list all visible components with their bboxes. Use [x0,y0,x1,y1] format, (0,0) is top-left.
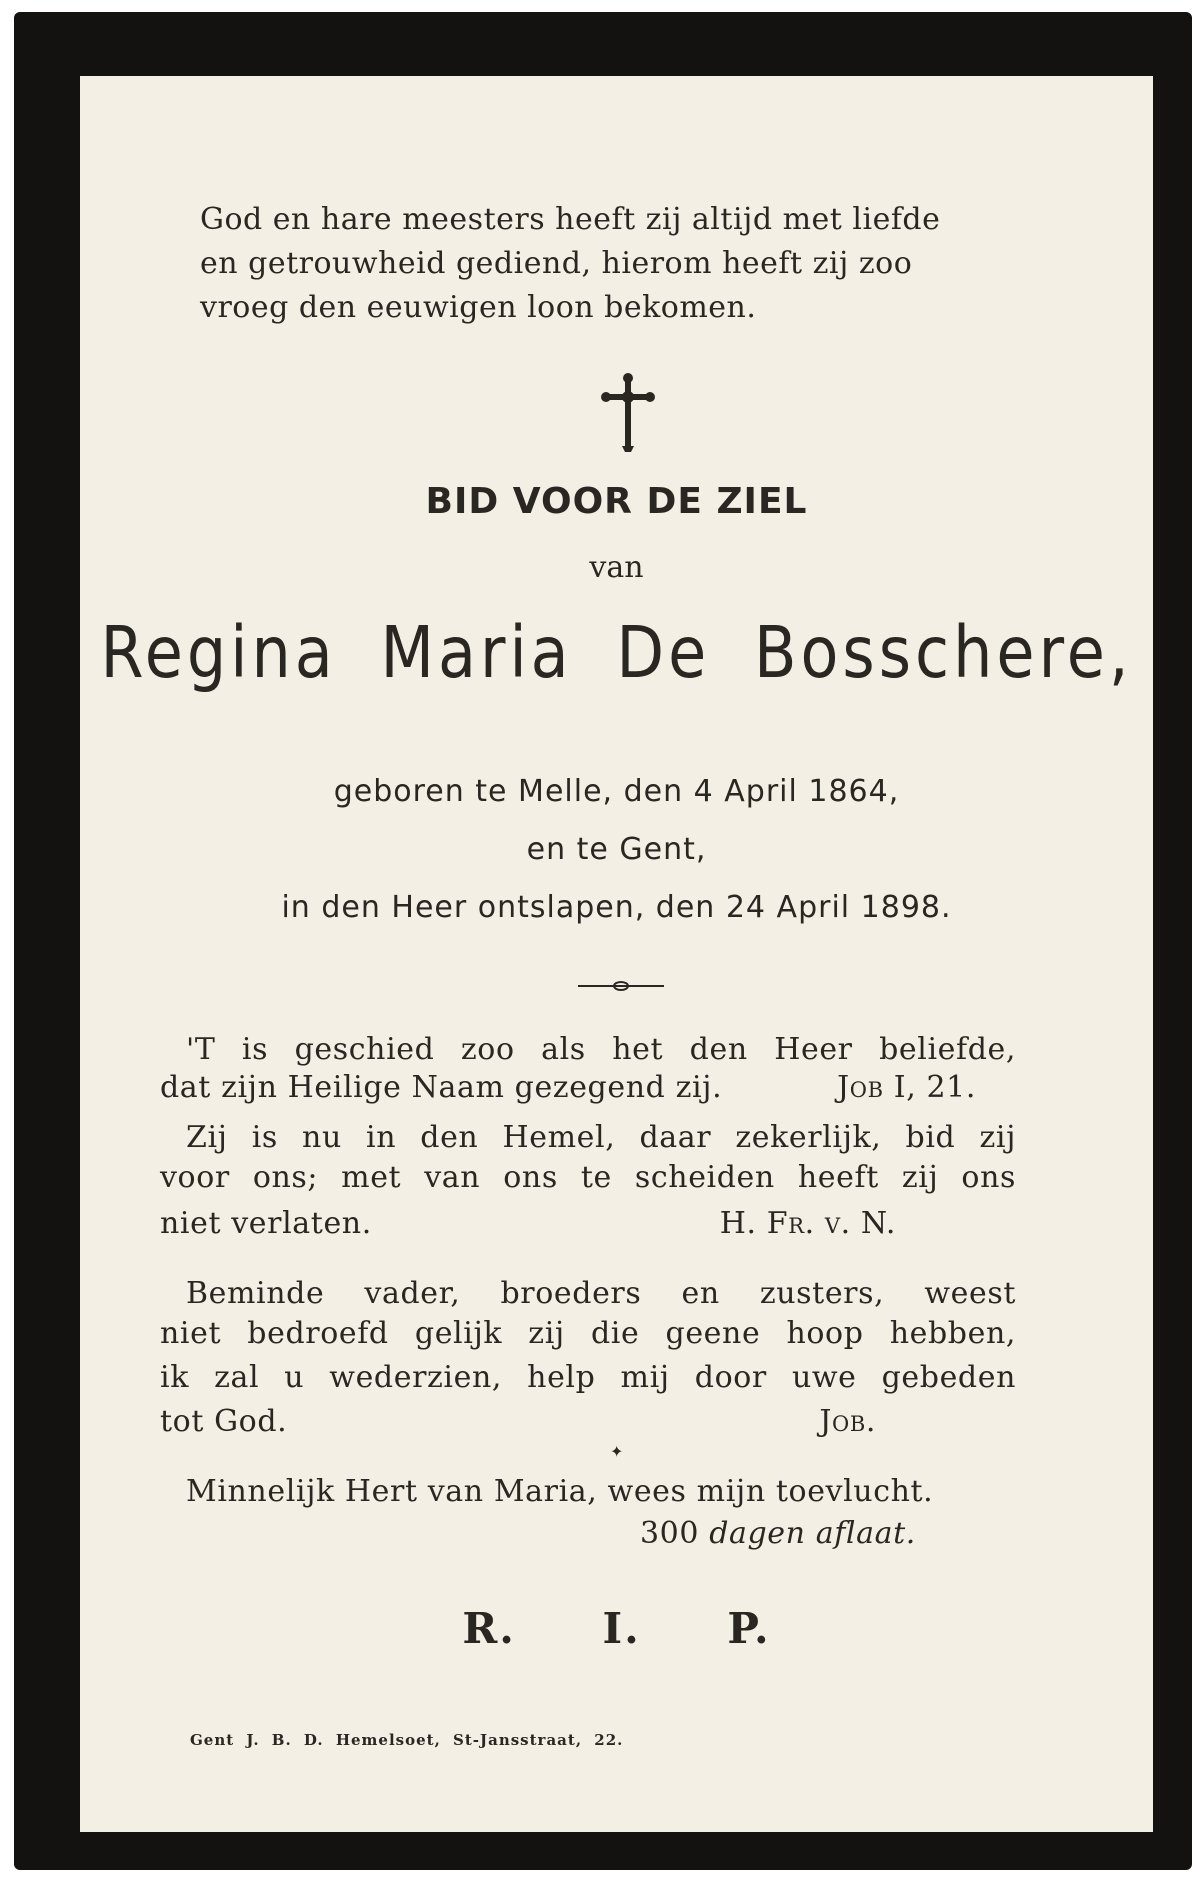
verse-2-line-1: Zij is nu in den Hemel, daar zekerlijk, bid zij [186,1120,1016,1155]
intro-line-3: vroeg den eeuwigen loon bekomen. [200,290,757,325]
verse-3-line-4: tot God. [160,1404,288,1439]
birth-line: geboren te Melle, den 4 April 1864, [333,774,900,809]
place-line: en te Gent, [526,832,707,867]
star-ornament-icon: ✦ [610,1442,624,1461]
rip-text: R. I. P. [462,1604,771,1653]
intro-line-1: God en hare meesters heeft zij altijd met liefde [200,202,941,237]
memorial-card-paper [80,76,1153,1832]
ornament-divider [576,980,666,992]
verse-1-line-2: dat zijn Heilige Naam gezegend zij. [160,1070,723,1105]
verse-3-line-3: ik zal u wederzien, help mij door uwe gebeden [160,1360,1016,1395]
cross-icon [600,372,656,452]
verse-1-reference: Job I, 21. [837,1070,976,1105]
mourning-card-border [14,12,1192,1870]
indulgence-days: 300 [640,1516,700,1551]
verse-3-line-2: niet bedroefd gelijk zij die geene hoop hebben, [160,1316,1016,1351]
death-line: in den Heer ontslapen, den 24 April 1898. [281,890,952,925]
verse-2-line-2: voor ons; met van ons te scheiden heeft zij ons [160,1160,1016,1195]
intro-line-2: en getrouwheid gediend, hierom heeft zij zoo [200,246,913,281]
prayer-line: Minnelijk Hert van Maria, wees mijn toevlucht. [186,1474,934,1509]
verse-3-line-1: Beminde vader, broeders en zusters, weest [186,1276,1016,1311]
verse-2-line-3: niet verlaten. [160,1206,372,1241]
printer-imprint: Gent J. B. D. Hemelsoet, St-Jansstraat, 22. [190,1731,624,1749]
van-label: van [589,550,644,585]
verse-3-reference: Job. [819,1404,876,1439]
deceased-name: Regina Maria De Bosschere, [100,610,1133,695]
prayer-heading: BID VOOR DE ZIEL [425,481,808,522]
indulgence-text: dagen aflaat. [709,1516,916,1551]
indulgence-line [640,1516,916,1551]
intro-paragraph [200,198,1056,330]
verse-1-line-1: 'T is geschied zoo als het den Heer beliefde, [186,1032,1016,1067]
verse-2-reference: H. Fr. v. N. [719,1206,896,1241]
